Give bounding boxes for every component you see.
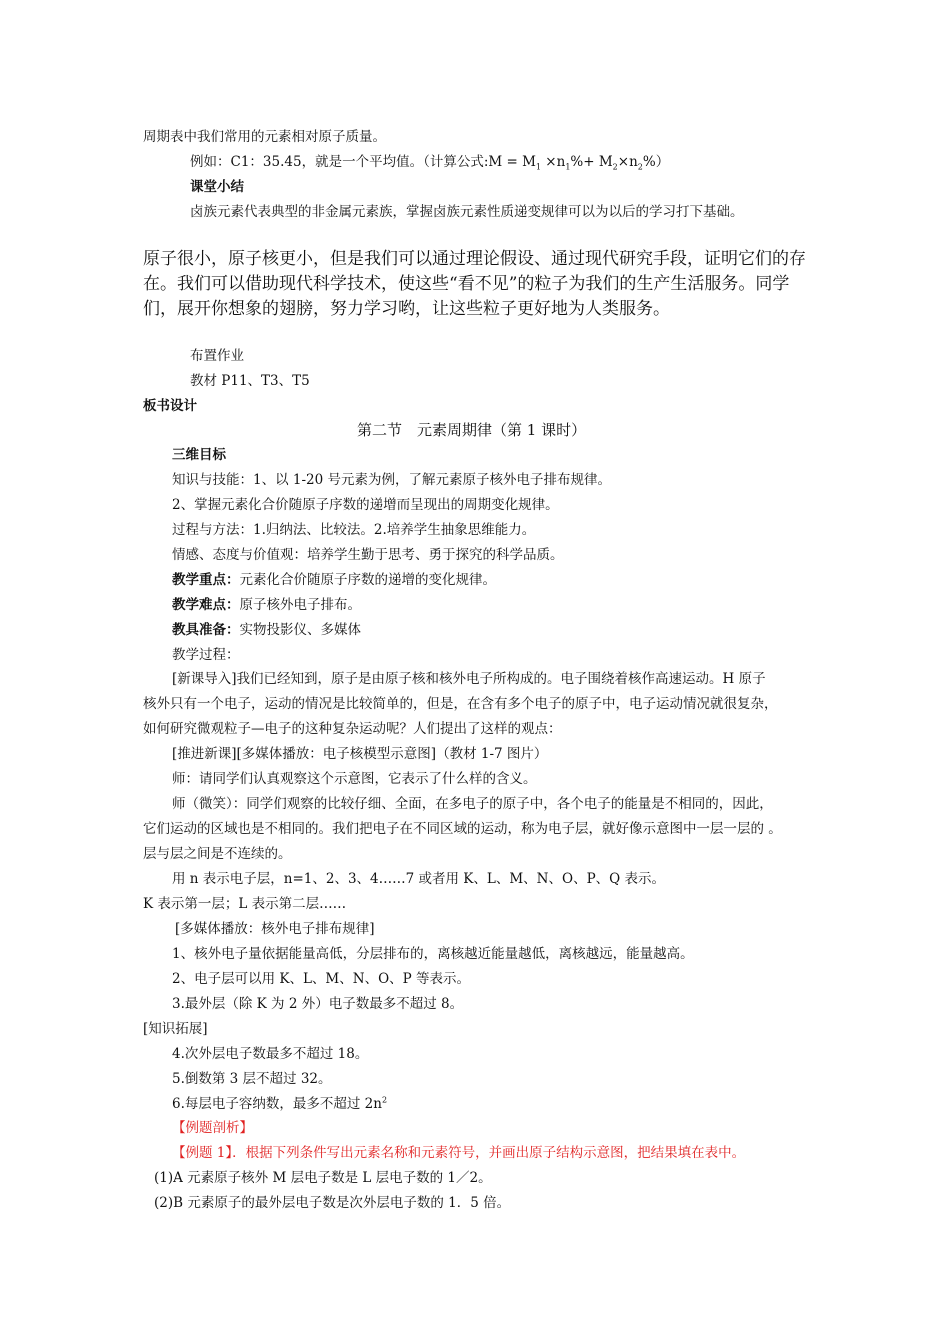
homework-label: 布置作业 (190, 348, 244, 364)
extension-line: 6.每层电子容纳数，最多不超过 $2n^2$ (172, 1095, 388, 1112)
goal-line: 2、掌握元素化合价随原子序数的递增而呈现出的周期变化规律。 (172, 497, 559, 513)
goal-line: 情感、态度与价值观：培养学生勤于思考、勇于探究的科学品质。 (172, 547, 564, 563)
example-condition: (2)B 元素原子的最外层电子数是次外层电子数的 1．5 倍。 (154, 1195, 511, 1211)
example-question: 【例题 1】．根据下列条件写出元素名称和元素符号，并画出原子结构示意图，把结果填在表中。 (172, 1145, 746, 1161)
lesson-line: 师：请同学们认真观察这个示意图，它表示了什么样的含义。 (172, 771, 537, 787)
example-condition: (1)A 元素原子核外 M 层电子数是 L 层电子数的 1／2。 (154, 1170, 492, 1186)
summary-heading: 课堂小结 (190, 179, 244, 195)
shell-line: 用 n 表示电子层，n=1、2、3、4……7 或者用 K、L、M、N、O、P、Q 表示。 (172, 871, 666, 887)
process-label: 教学过程： (172, 647, 240, 663)
rule-line: 1、核外电子量依据能量高低，分层排布的，离核越近能量越低，离核越远，能量越高。 (172, 946, 694, 962)
extension-line: 4.次外层电子数最多不超过 18。 (172, 1046, 369, 1062)
teaching-tools: 教具准备：实物投影仪、多媒体 (172, 622, 361, 638)
rule-line: 3.最外层（除 K 为 2 外）电子数最多不超过 8。 (172, 996, 464, 1012)
goal-line: 知识与技能：1、以 1-20 号元素为例，了解元素原子核外电子排布规律。 (172, 472, 611, 488)
teacher-line: 师（微笑）：同学们观察的比较仔细、全面，在多电子的原子中，各个电子的能量是不相同的，因此， (172, 796, 773, 812)
rule-line: 2、电子层可以用 K、L、M、N、O、P 等表示。 (172, 971, 471, 987)
extension-line: 5.倒数第 3 层不超过 32。 (172, 1071, 332, 1087)
intro-line: [新课导入]我们已经知到，原子是由原子核和核外电子所构成的。电子围绕着核作高速运动。H 原子 (172, 671, 766, 687)
intro-line: 核外只有一个电子，运动的情况是比较简单的，但是，在含有多个电子的原子中，电子运动情况就很复杂， (143, 696, 778, 712)
shell-line: K 表示第一层；L 表示第二层…… (143, 896, 347, 912)
goal-line: 过程与方法：1.归纳法、比较法。2.培养学生抽象思维能力。 (172, 522, 536, 538)
board-heading: 板书设计 (143, 398, 197, 414)
paragraph-line: 在。我们可以借助现代科学技术，使这些“看不见”的粒子为我们的生产生活服务。同学 (143, 274, 790, 294)
paragraph-line: 们，展开你想象的翅膀，努力学习哟，让这些粒子更好地为人类服务。 (143, 299, 670, 319)
extension-heading: [知识拓展] (143, 1021, 208, 1037)
summary-text: 卤族元素代表典型的非金属元素族，掌握卤族元素性质递变规律可以为以后的学习打下基础。 (190, 204, 744, 220)
goals-heading: 三维目标 (172, 447, 226, 463)
difficult-point: 教学难点：原子核外电子排布。 (172, 597, 361, 613)
homework-text: 教材 P11、T3、T5 (190, 373, 310, 389)
board-title: 第二节 元素周期律（第 1 课时） (357, 421, 587, 439)
key-point: 教学重点：元素化合价随原子序数的递增的变化规律。 (172, 572, 496, 588)
teacher-line: 层与层之间是不连续的。 (143, 846, 292, 862)
intro-line: 如何研究微观粒子—电子的这种复杂运动呢？人们提出了这样的观点： (143, 721, 562, 737)
teacher-line: 它们运动的区域也是不相同的。我们把电子在不同区域的运动，称为电子层，就好像示意图中一层一层的 。 (143, 821, 782, 837)
media-line: [多媒体播放：核外电子排布规律] (175, 921, 375, 937)
paragraph-line: 原子很小，原子核更小，但是我们可以通过理论假设、通过现代研究手段，证明它们的存 (143, 249, 806, 269)
text-line: 周期表中我们常用的元素相对原子质量。 (143, 129, 386, 145)
lesson-line: [推进新课][多媒体播放：电子核模型示意图]（教材 1-7 图片） (172, 746, 548, 762)
example-heading: 【例题剖析】 (172, 1120, 253, 1136)
formula-line: 例如：C1：35.45，就是一个平均值。（计算公式:M = $M_1 \times n_1\%+ M_2\times n_2\%$） (190, 154, 670, 172)
